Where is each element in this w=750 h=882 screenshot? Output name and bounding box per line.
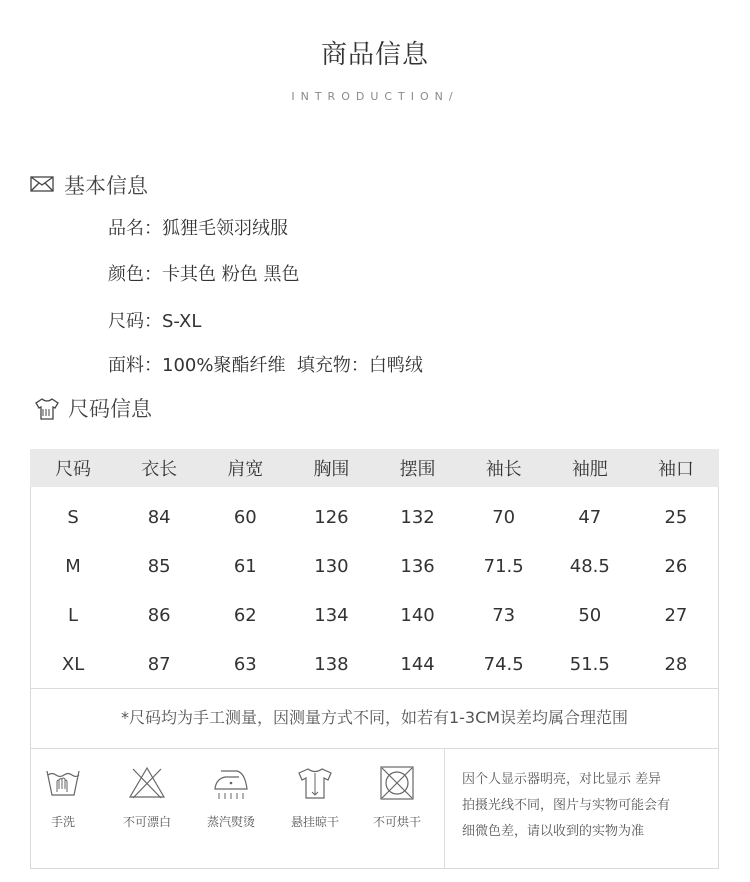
header-cell: 袖肥 (571, 459, 608, 480)
header-cell: 肩宽 (227, 459, 264, 480)
hang-dry-icon (295, 765, 335, 801)
hand-wash-icon (43, 765, 83, 801)
no-tumble-dry-icon (377, 765, 417, 801)
table-cell: 87 (147, 654, 171, 675)
table-cell: 60 (233, 507, 257, 528)
disclaimer-line: 细微色差，请以收到的实物为准 (462, 824, 645, 839)
table-row (30, 640, 719, 689)
table-cell: 27 (664, 605, 688, 626)
table-cell: 73 (492, 605, 516, 626)
table-cell: M (65, 556, 81, 577)
table-cell: 48.5 (569, 556, 610, 577)
care-label: 蒸汽熨烫 (206, 815, 255, 829)
header-cell: 摆围 (399, 459, 436, 480)
care-item-no-tumble-dry (362, 765, 432, 830)
table-cell: 28 (664, 654, 688, 675)
table-cell: 61 (233, 556, 257, 577)
size-table-header (30, 449, 719, 487)
table-cell: 126 (314, 507, 349, 528)
header-cell: 衣长 (141, 459, 178, 480)
care-item-no-bleach (112, 765, 182, 830)
envelope-icon (30, 174, 56, 196)
table-row (30, 591, 719, 640)
divider (444, 749, 445, 869)
care-label: 悬挂晾干 (290, 815, 339, 829)
table-cell: L (68, 605, 79, 626)
info-line-size: 尺码：S-XL (108, 311, 202, 332)
size-info-heading-text: 尺码信息 (68, 397, 152, 421)
table-cell: 62 (233, 605, 257, 626)
no-bleach-icon (127, 765, 167, 801)
care-label: 手洗 (50, 815, 75, 829)
table-cell: 140 (400, 605, 435, 626)
header-cell: 袖长 (485, 459, 522, 480)
info-line-fabric: 面料：100%聚酯纤维 填充物：白鸭绒 (108, 355, 423, 376)
shirt-icon (34, 397, 60, 419)
table-cell: 74.5 (483, 654, 524, 675)
page-subtitle: INTRODUCTION/ (291, 90, 459, 103)
care-item-hang-dry (280, 765, 350, 830)
table-cell: 25 (664, 507, 688, 528)
table-cell: 138 (314, 654, 349, 675)
table-row (30, 493, 719, 542)
header-cell: 尺码 (55, 459, 92, 480)
care-label: 不可漂白 (122, 815, 171, 829)
table-cell: 50 (578, 605, 602, 626)
table-cell: 144 (400, 654, 435, 675)
table-cell: 71.5 (483, 556, 524, 577)
table-cell: 84 (147, 507, 171, 528)
care-item-hand-wash (28, 765, 98, 830)
info-line-name: 品名：狐狸毛领羽绒服 (108, 218, 288, 239)
page-title: 商品信息 (320, 40, 429, 70)
table-cell: 70 (492, 507, 516, 528)
table-cell: 47 (578, 507, 602, 528)
size-info-heading (34, 393, 152, 423)
basic-info-heading-text: 基本信息 (64, 174, 148, 198)
steam-iron-icon (211, 765, 251, 801)
color-disclaimer (462, 767, 712, 845)
divider (30, 688, 719, 689)
info-line-color: 颜色：卡其色 粉色 黑色 (108, 264, 300, 285)
divider (30, 748, 719, 749)
table-cell: S (67, 507, 79, 528)
table-cell: 26 (664, 556, 688, 577)
table-cell: 132 (400, 507, 435, 528)
table-cell: 130 (314, 556, 349, 577)
table-cell: 136 (400, 556, 435, 577)
table-cell: 51.5 (569, 654, 610, 675)
table-cell: 63 (233, 654, 257, 675)
measurement-note: *尺码均为手工测量，因测量方式不同，如若有1-3CM误差均属合理范围 (120, 708, 629, 727)
basic-info-heading (30, 170, 148, 200)
disclaimer-line: 因个人显示器明亮，对比显示 差异 (462, 772, 662, 787)
header-cell: 袖口 (657, 459, 694, 480)
header-cell: 胸围 (313, 459, 350, 480)
care-label: 不可烘干 (372, 815, 421, 829)
disclaimer-line: 拍摄光线不同，图片与实物可能会有 (462, 798, 671, 813)
table-row (30, 542, 719, 591)
table-cell: 85 (147, 556, 171, 577)
care-item-steam-iron (196, 765, 266, 830)
table-cell: XL (61, 654, 85, 675)
table-cell: 134 (314, 605, 349, 626)
table-cell: 86 (147, 605, 171, 626)
